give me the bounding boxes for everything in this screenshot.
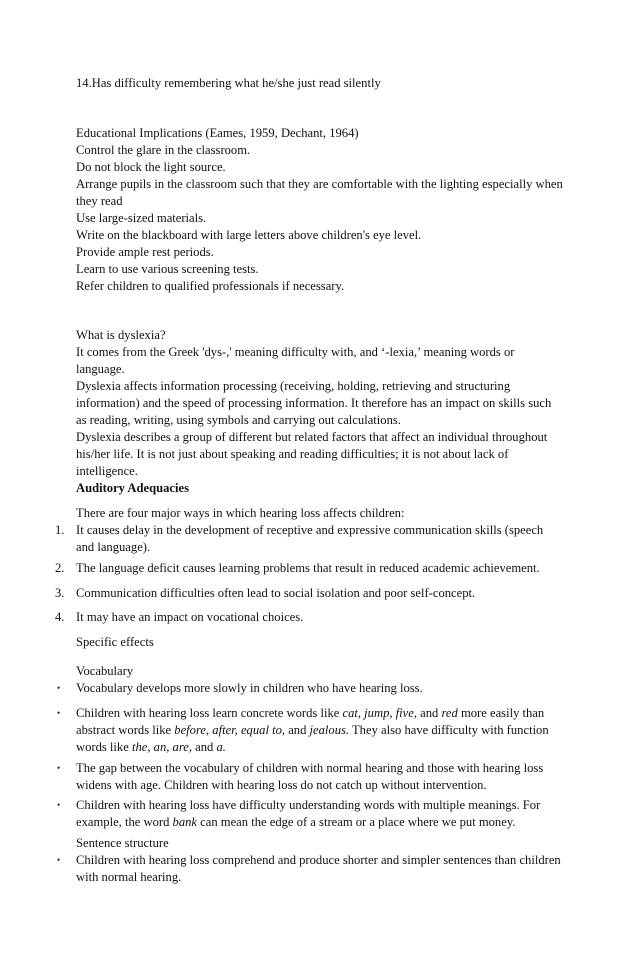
vocab-bullet: Children with hearing loss learn concrete words like cat, jump, five, and red more easily than abstract words like before, after, equal to, and jealous. They also have difficulty with function words like the, an, are, and a. bbox=[76, 706, 549, 754]
implication-item: Write on the blackboard with large letters above children's eye level. bbox=[76, 228, 422, 242]
implication-item: Control the glare in the classroom. bbox=[76, 143, 251, 157]
list-number: 1. bbox=[55, 523, 65, 537]
implication-item: Provide ample rest periods. bbox=[76, 245, 214, 259]
sentence-structure-heading: Sentence structure bbox=[76, 836, 169, 850]
bullet-icon: • bbox=[57, 683, 61, 693]
bullet-icon: • bbox=[57, 708, 61, 718]
numbered-item: It causes delay in the development of receptive and expressive communication skills (speech and language). bbox=[76, 523, 544, 554]
bullet-icon: • bbox=[57, 800, 61, 810]
list-item-14: 14.Has difficulty remembering what he/she just read silently bbox=[76, 76, 381, 90]
list-number: 4. bbox=[55, 610, 65, 624]
implication-item: Use large-sized materials. bbox=[76, 211, 207, 225]
implication-item: Do not block the light source. bbox=[76, 160, 226, 174]
dyslexia-question: What is dyslexia? bbox=[76, 328, 166, 342]
auditory-heading: Auditory Adequacies bbox=[76, 481, 190, 495]
bullet-icon: • bbox=[57, 763, 61, 773]
list-number: 3. bbox=[55, 586, 65, 600]
vocab-bullet: Children with hearing loss have difficulty understanding words with multiple meanings. For example, the word bank can mean the edge of a stream or a place where we put money. bbox=[76, 798, 541, 829]
implications-heading: Educational Implications (Eames, 1959, Dechant, 1964) bbox=[76, 126, 359, 140]
vocabulary-heading: Vocabulary bbox=[76, 664, 134, 678]
numbered-item: Communication difficulties often lead to social isolation and poor self-concept. bbox=[76, 586, 476, 600]
list-number: 2. bbox=[55, 561, 65, 575]
sentence-bullet: Children with hearing loss comprehend and produce shorter and simpler sentences than children with normal hearing. bbox=[76, 853, 561, 884]
specific-effects-heading: Specific effects bbox=[76, 635, 154, 649]
numbered-item: It may have an impact on vocational choices. bbox=[76, 610, 304, 624]
vocab-bullet: Vocabulary develops more slowly in children who have hearing loss. bbox=[76, 681, 423, 695]
implication-item: Learn to use various screening tests. bbox=[76, 262, 259, 276]
implication-item: Refer children to qualified professionals if necessary. bbox=[76, 279, 345, 293]
vocab-bullet: The gap between the vocabulary of children with normal hearing and those with hearing loss widens with age. Children with hearing loss do not catch up without intervention. bbox=[76, 761, 544, 792]
dyslexia-paragraph: It comes from the Greek 'dys-,' meaning difficulty with, and ‘-lexia,’ meaning words or language. bbox=[76, 345, 515, 376]
auditory-intro: There are four major ways in which hearing loss affects children: bbox=[76, 506, 405, 520]
dyslexia-paragraph: Dyslexia describes a group of different but related factors that affect an individual throughout his/her life. It is not just about speaking and reading difficulties; it is not about lack of intelligence. bbox=[76, 430, 548, 478]
numbered-item: The language deficit causes learning problems that result in reduced academic achievement. bbox=[76, 561, 540, 575]
bullet-icon: • bbox=[57, 855, 61, 865]
implication-item: Arrange pupils in the classroom such that they are comfortable with the lighting especially when they read bbox=[76, 177, 563, 208]
dyslexia-paragraph: Dyslexia affects information processing (receiving, holding, retrieving and structuring information) and the speed of processing information. It therefore has an impact on skills such as reading, writing, using symbols and carrying out calculations. bbox=[76, 379, 552, 427]
